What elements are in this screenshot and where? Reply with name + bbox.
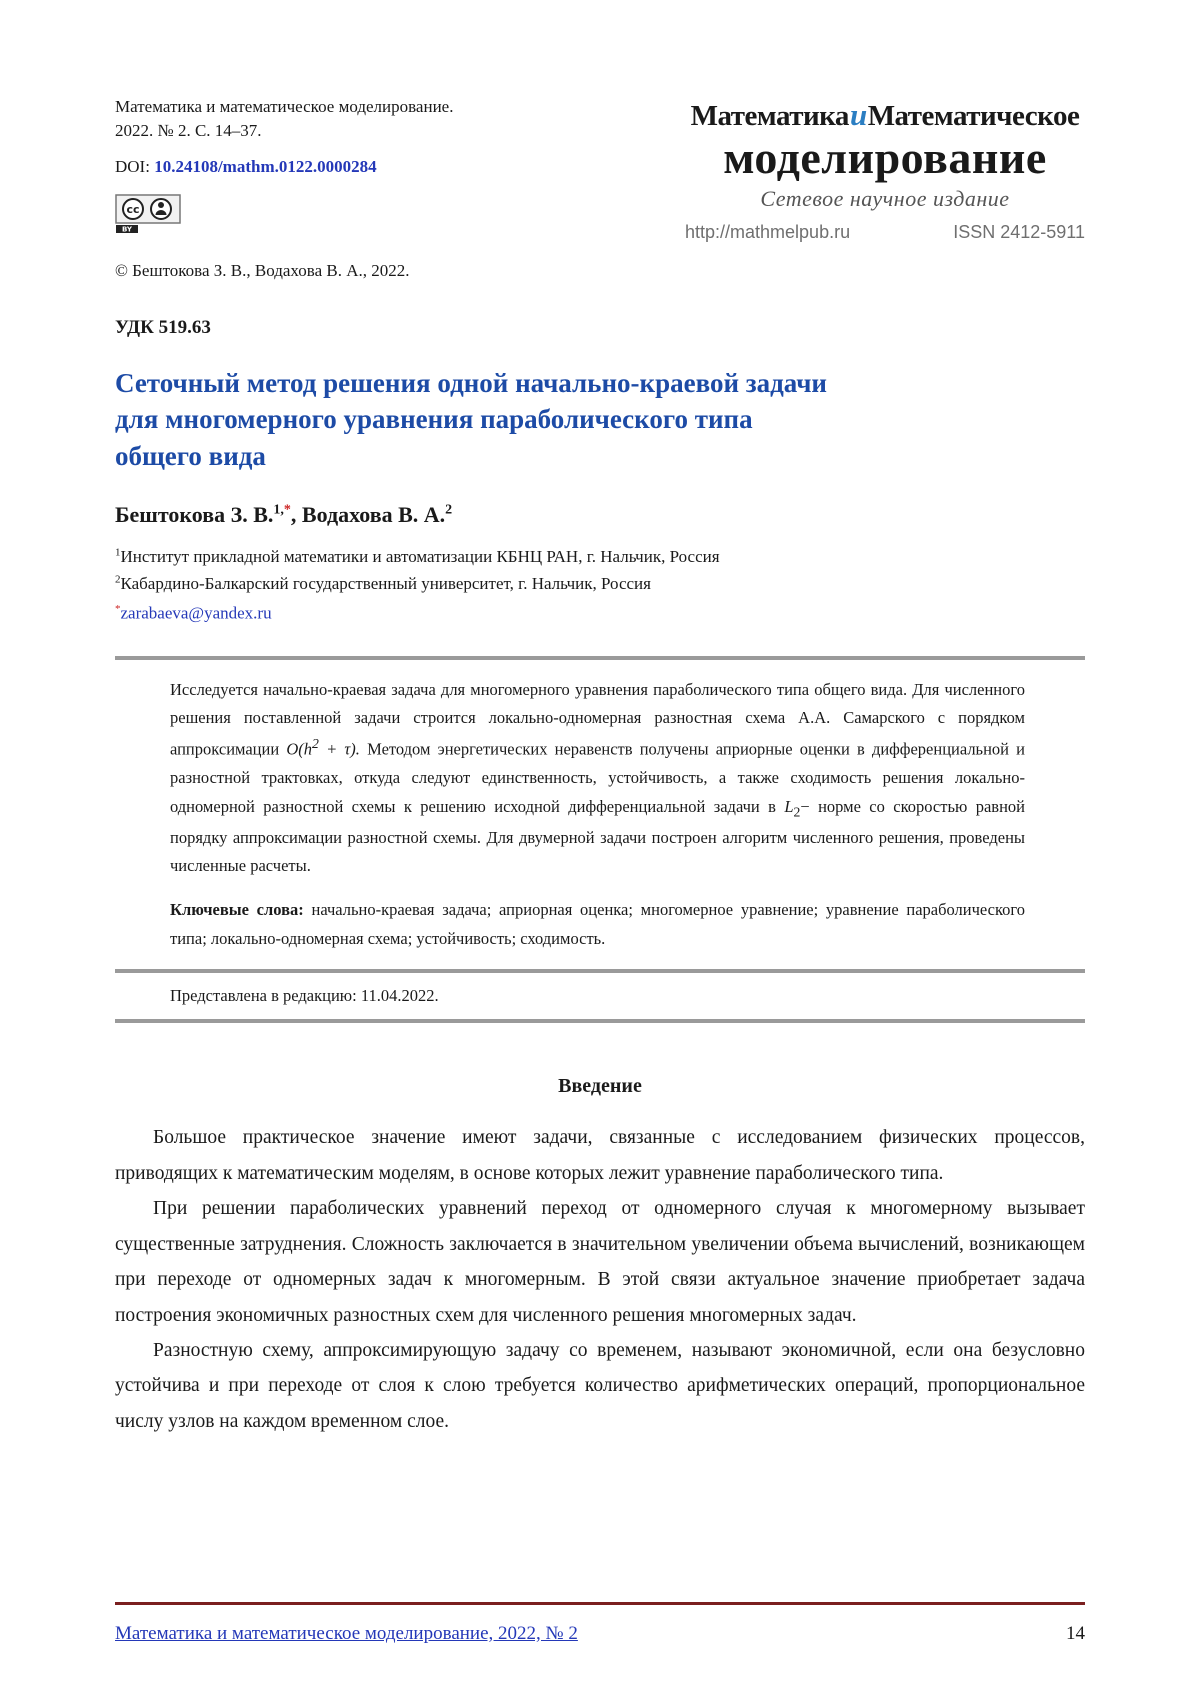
copyright-line: © Бештокова З. В., Водахова В. А., 2022.	[115, 261, 410, 281]
affiliations	[115, 544, 1085, 597]
intro-paragraph-1: Большое практическое значение имеют задачи, связанные с исследованием физических процессов, приводящих к математическим моделям, в основе которых лежит уравнение параболического типа.	[115, 1127, 1085, 1184]
logo-word-1: Математика	[690, 100, 849, 132]
journal-edition-type: Сетевое научное издание	[760, 186, 1010, 211]
page-number: 14	[1066, 1623, 1085, 1644]
citation-line-1: Математика и математическое моделирование.	[115, 97, 454, 116]
doi-label: DOI:	[115, 156, 150, 176]
journal-issn: ISSN 2412-5911	[953, 222, 1085, 242]
doi-link[interactable]: 10.24108/mathm.0122.0000284	[154, 156, 377, 176]
keywords-label: Ключевые слова:	[170, 900, 304, 920]
doi-line	[115, 155, 545, 179]
article-title: Сеточный метод решения одной начально-краевой задачи для многомерного уравнения параболического типа общего вида	[115, 367, 827, 471]
affiliation-1: $^1$Институт прикладной математики и автоматизации КБНЦ РАН, г. Нальчик, Россия	[115, 546, 720, 567]
udc-code: УДК 519.63	[115, 316, 211, 338]
affiliation-2: $^2$Кабардино-Балкарский государственный университет, г. Нальчик, Россия	[115, 572, 651, 593]
journal-logo-line2: моделирование	[723, 132, 1047, 183]
intro-paragraph-3: Разностную схему, аппроксимирующую задачу со временем, называют экономичной, если она безусловно устойчива и при переходе от слоя к слою требуется количество арифметических операций, пропорциональное числу узлов на каждом временном слое.	[115, 1339, 1085, 1432]
logo-word-2: Математическое	[867, 100, 1080, 132]
svg-text:BY: BY	[121, 225, 133, 234]
abstract-text: Исследуется начально-краевая задача для многомерного уравнения параболического типа общего вида. Для численного решения поставленной задачи строится локально-одномерная разностная схема А.А. Самарского с порядком аппроксимации $O(h^2 + \tau)$. Методом энергетических неравенств получены априорные оценки в дифференциальной и разностной трактовках, откуда следуют единственность, устойчивость, а также сходимость решения локально-одномерной разностной схемы к решению исходной дифференциальной задачи в $L_2-$ норме со скоростью равной порядку аппроксимации разностной схемы. Для двумерной задачи построен алгоритм численного решения, проведены численные расчеты.	[170, 679, 1025, 875]
journal-url-link[interactable]: http://mathmelpub.ru	[685, 222, 851, 242]
journal-meta-row	[685, 222, 1085, 243]
citation-block	[115, 95, 545, 283]
submitted-line: Представлена в редакцию: 11.04.2022.	[170, 986, 439, 1006]
keywords-text: начально-краевая задача; априорная оценка; многомерное уравнение; уравнение параболического типа; локально-одномерная схема; устойчивость; сходимость.	[170, 900, 1025, 948]
divider-bottom	[115, 1019, 1085, 1023]
abstract-section	[115, 656, 1085, 1023]
keywords	[170, 896, 1025, 953]
email-line	[115, 603, 1085, 624]
cc-by-license-icon[interactable]	[115, 194, 201, 234]
footer	[115, 1602, 1085, 1645]
footer-divider	[115, 1602, 1085, 1605]
header	[115, 95, 1085, 283]
intro-paragraph-2: При решении параболических уравнений переход от одномерного случая к многомерному вызывает существенные затруднения. Сложность заключается в значительном увеличении объема вычислений, возникающем при переходе от одномерных задач к многомерным. В этой связи актуальное значение приобретает задача построения экономичных разностных схем для численного решения многомерных задач.	[115, 1198, 1085, 1326]
footer-row	[115, 1623, 1085, 1645]
email-star: *	[115, 602, 121, 615]
author-2-affmark: 2	[445, 502, 453, 518]
footer-journal-link[interactable]: Математика и математическое моделирование, 2022, № 2	[115, 1623, 578, 1644]
author-2: Водахова В. А.	[301, 502, 446, 528]
logo-ampersand-icon: и	[849, 97, 867, 132]
journal-logo-line1	[685, 97, 1085, 133]
citation-line-2: 2022. № 2. С. 14–37.	[115, 120, 262, 140]
svg-text:cc: cc	[126, 203, 140, 217]
email-link[interactable]: zarabaeva@yandex.ru	[120, 603, 272, 623]
section-heading-introduction: Введение	[558, 1075, 642, 1098]
journal-logo-block	[685, 95, 1085, 243]
corresponding-author-star: *	[283, 502, 291, 518]
authors-line: Бештокова З. В.$^{1,*}$, Водахова В. А.$^2$	[115, 502, 453, 528]
author-1-affmark: 1,*	[273, 502, 291, 518]
abstract-inner	[115, 660, 1085, 969]
author-1: Бештокова З. В.	[115, 502, 274, 528]
